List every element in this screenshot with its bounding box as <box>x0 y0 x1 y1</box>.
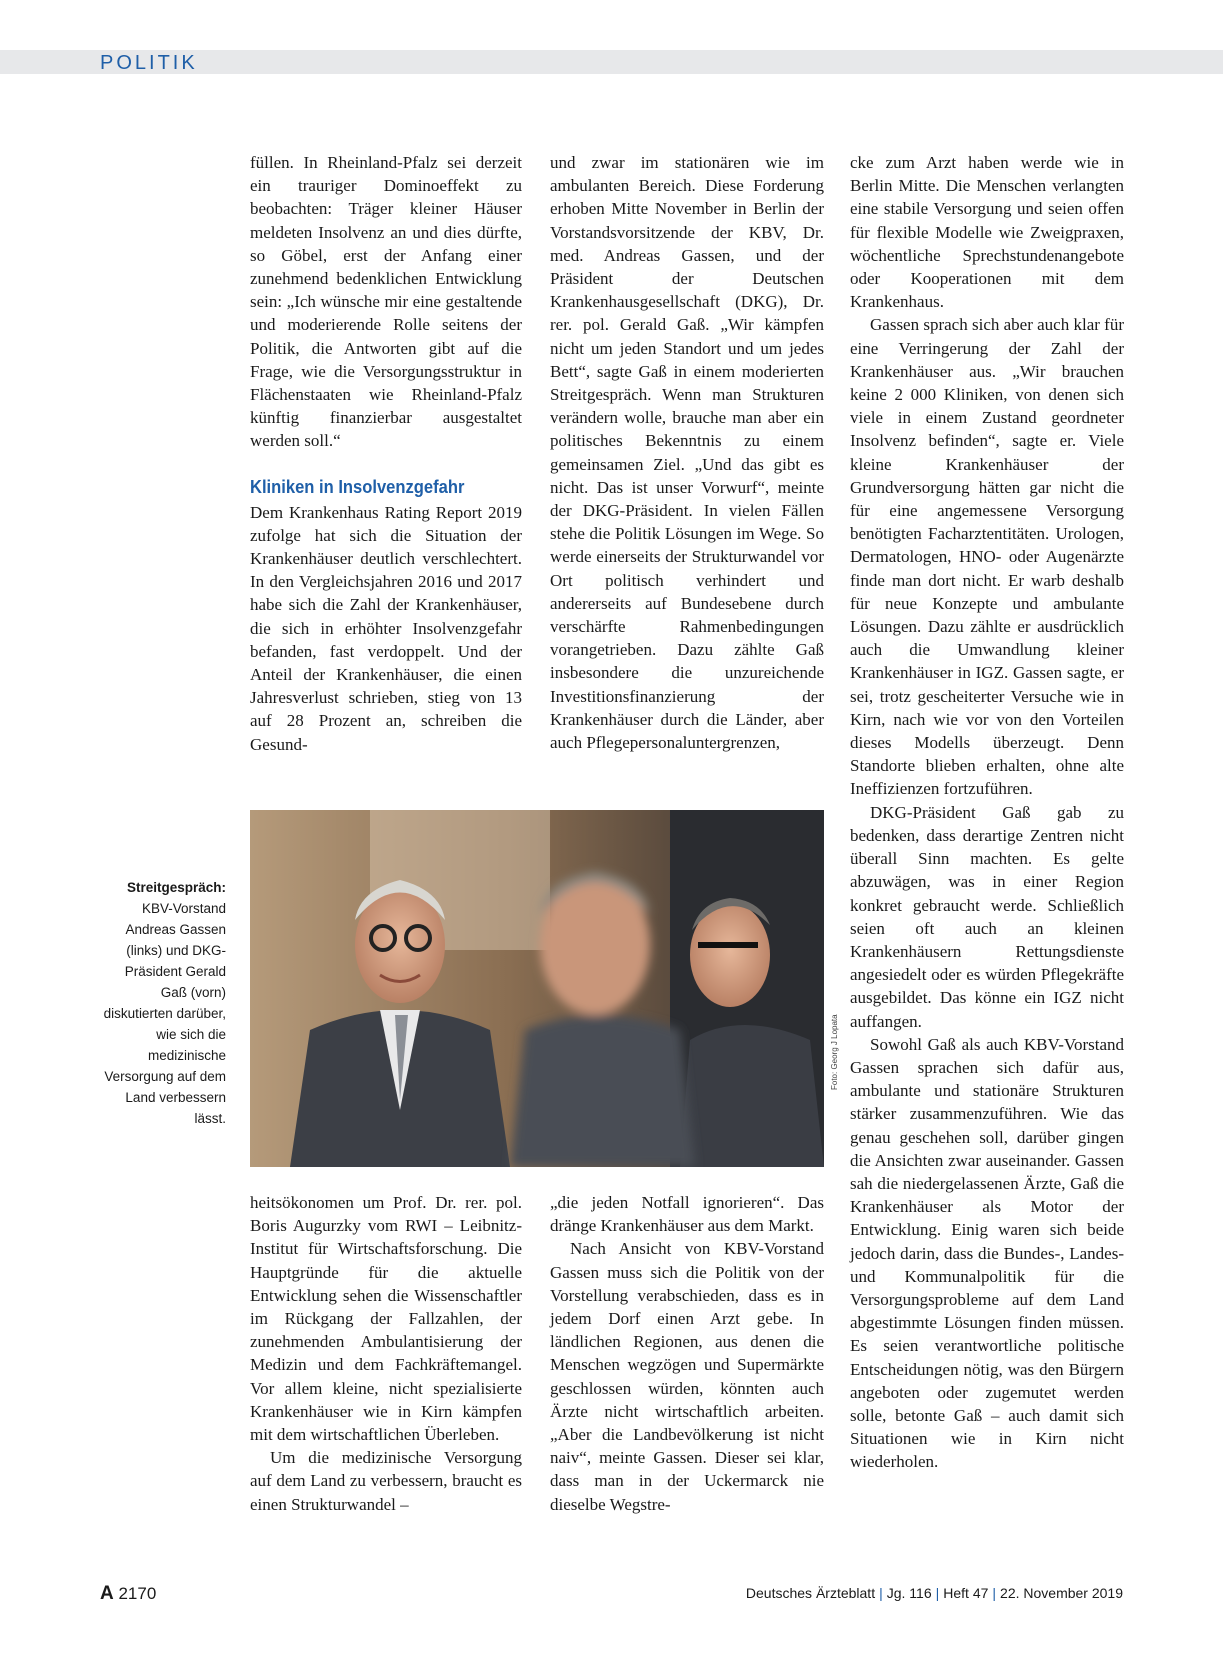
paragraph: heitsökonomen um Prof. Dr. rer. pol. Boris Augurzky vom RWI – Leibnitz-Institut für Wirtschaftsforschung. Die Hauptgründe für die aktuelle Entwicklung sehen die Wissenschaftler im Rückgang der Fallzahlen, der zunehmenden Ambulantisierung der Medizin und dem Fachkräftemangel. Vor allem kleine, nicht spezialisierte Krankenhäuser wie in Kirn kämpfen mit dem wirtschaftlichen Überleben. <box>250 1193 522 1445</box>
column-2-bottom <box>550 1191 824 1516</box>
article-photo <box>250 810 824 1167</box>
paragraph: cke zum Arzt haben werde wie in Berlin Mitte. Die Menschen verlangten eine stabile Versorgung und seien offen für flexible Modelle wie Zweigpraxen, wöchentliche Sprechstundenangebote oder Kooperationen mit dem Krankenhaus. <box>850 153 1124 312</box>
paragraph: Um die medizinische Versorgung auf dem Land zu verbessern, braucht es einen Strukturwandel – <box>250 1448 522 1514</box>
paragraph: Nach Ansicht von KBV-Vorstand Gassen muss sich die Politik von der Vorstellung verabschieden, dass es in jedem Dorf einen Arzt gebe. In ländlichen Regionen, aus denen die Menschen wegzögen und Supermärkte geschlossen würden, könnten auch Ärzte nicht wirtschaftlich arbeiten. „Aber die Landbevölkerung ist nicht naiv“, meinte Gassen. Dieser sei klar, dass man in der Uckermarck nie dieselbe Wegstre- <box>550 1239 824 1514</box>
column-1-top <box>250 151 522 756</box>
journal-info <box>746 1585 1123 1601</box>
photo-caption <box>100 877 226 1129</box>
section-label: POLITIK <box>100 52 198 74</box>
paragraph: Gassen sprach sich aber auch klar für eine Verringerung der Zahl der Krankenhäuser aus. „Wir brauchen keine 2 000 Kliniken, von denen sich viele in einem Zustand geordneter Insolvenz befinden“, sagte er. Viele kleine Krankenhäuser der Grundversorgung hätten gar nicht die für eine angemessene Versorgung benötigten Facharztentitäten. Urologen, Dermatologen, HNO- oder Augenärzte finde man dort nicht. Er warb deshalb für neue Konzepte und ambulante Lösungen. Dazu zählte er ausdrücklich auch die Umwandlung kleiner Krankenhäuser in IGZ. Gassen sagte, er sei, trotz gescheiterter Versuche wie in Kirn, nach wie vor von den Vorteilen dieses Modells überzeugt. Denn Standorte blieben erhalten, ohne alte Ineffizienzen fortzuführen. <box>850 315 1124 799</box>
page-number-value: 2170 <box>118 1584 157 1603</box>
subheading: Kliniken in Insolvenzgefahr <box>250 476 465 497</box>
photo-credit: Foto: Georg J Lopata <box>830 1014 839 1090</box>
page-number <box>100 1583 156 1605</box>
separator: | <box>879 1585 883 1601</box>
column-1-bottom <box>250 1191 522 1516</box>
paragraph: und zwar im stationären wie im ambulanten Bereich. Diese Forderung erhoben Mitte November in Berlin der Vorstandsvorsitzende der KBV, Dr. med. Andreas Gassen, und der Präsident der Deutschen Krankenhausgesellschaft (DKG), Dr. rer. pol. Gerald Gaß. „Wir kämpfen nicht um jeden Standort und um jedes Bett“, sagte Gaß in einem moderierten Streitgespräch. Wenn man Strukturen verändern wolle, brauche man aber ein politisches Bekenntnis zu einem gemeinsamen Ziel. „Und das gibt es nicht. Das ist unser Vorwurf“, meinte der DKG-Präsident. In vielen Fällen stehe die Politik Lösungen im Wege. So werde einerseits der Strukturwandel vor Ort politisch verhindert und andererseits auf Bundesebene durch verschärfte Rahmenbedingungen vorangetrieben. Dazu zählte Gaß insbesondere die unzureichende Investitionsfinanzierung der Krankenhäuser durch die Länder, aber auch Pflegepersonaluntergrenzen, <box>550 153 824 753</box>
journal-name: Deutsches Ärzteblatt <box>745 1585 876 1601</box>
issue: Heft 47 <box>943 1585 989 1601</box>
separator: | <box>992 1585 997 1601</box>
paragraph: füllen. In Rheinland-Pfalz sei derzeit ein trauriger Dominoeffekt zu beobachten: Träger kleiner Häuser meldeten Insolvenz an und dies dürfte, so Göbel, erst der Anfang einer zunehmend bedenklichen Entwicklung sein: „Ich wünsche mir eine gestaltende und moderierende Rolle seitens der Politik, die Antworten gibt auf die Frage, wie die Versorgungsstruktur in Flächenstaaten wie Rheinland-Pfalz künftig finanzierbar ausgestaltet werden soll.“ <box>250 153 522 451</box>
issue-date: 22. November 2019 <box>1000 1585 1123 1601</box>
paragraph: DKG-Präsident Gaß gab zu bedenken, dass derartige Zentren nicht überall Sinn machten. Es gelte abzuwägen, was in einer Region konkret gebraucht werde. Schließlich seien oft auch an kleinen Krankenhäusern Rettungsdienste angesiedelt oder es würden Pflegekräfte ausgebildet. Das könne ein IGZ nicht auffangen. <box>850 802 1124 1031</box>
paragraph: Dem Krankenhaus Rating Report 2019 zufolge hat sich die Situation der Krankenhäuser deutlich verschlechtert. In den Vergleichsjahren 2016 und 2017 habe sich die Zahl der Krankenhäuser, die sich in erhöhter Insolvenzgefahr befanden, fast verdoppelt. Und der Anteil der Krankenhäuser, die einen Jahresverlust schrieben, stieg von 13 auf 28 Prozent an, schreiben die Gesund- <box>250 502 522 754</box>
caption-title: Streitgespräch: <box>126 880 226 895</box>
caption-text: KBV-Vorstand Andreas Gassen (links) und DKG-Präsident Gerald Gaß (vorn) diskutierten darüber, wie sich die medizinische Versorgung auf dem Land verbessern lässt. <box>103 901 226 1126</box>
volume: Jg. 116 <box>886 1585 932 1601</box>
paragraph: Sowohl Gaß als auch KBV-Vorstand Gassen sprachen sich dafür aus, ambulante und stationäre Strukturen stärker zusammenzuführen. Wie das genau geschehen soll, darüber gingen die Ansichten zwar auseinander. Gassen sah die niedergelassenen Ärzte, Gaß die Krankenhäuser als Motor der Entwicklung. Einig waren sich beide jedoch darin, dass die Bundes-, Landes- und Kommunalpolitik für die Versorgungsprobleme auf dem Land abgestimmte Lösungen finden müssen. Es seien verantwortliche politische Entscheidungen nötig, was den Bürgern angeboten oder zugemutet werden solle, betonte Gaß – auch damit sich Situationen wie in Kirn nicht wiederholen. <box>850 1034 1124 1472</box>
column-2-top <box>550 151 824 754</box>
page-prefix: A <box>100 1583 114 1604</box>
separator: | <box>935 1585 940 1601</box>
photo-illustration <box>250 810 824 1167</box>
column-3 <box>850 151 1124 1474</box>
paragraph: „die jeden Notfall ignorieren“. Das dränge Krankenhäuser aus dem Markt. <box>550 1193 824 1236</box>
